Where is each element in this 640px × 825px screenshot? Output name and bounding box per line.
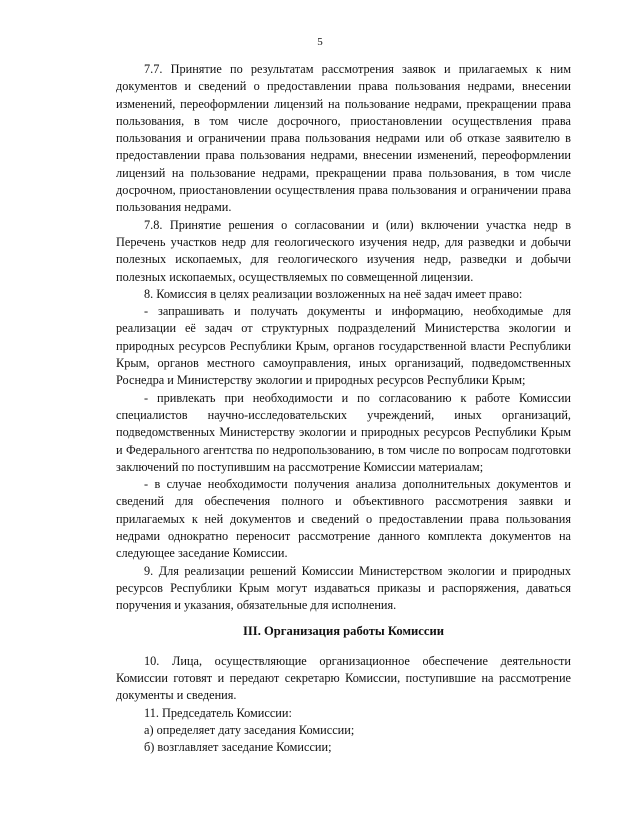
paragraph-11-b: б) возглавляет заседание Комиссии; <box>144 740 332 755</box>
paragraph-11: 11. Председатель Комиссии: <box>144 705 292 720</box>
document-body <box>116 61 571 757</box>
paragraph-9: 9. Для реализации решений Комиссии Министерством экологии и природных ресурсов Республики Крым могут издаваться приказы и распоряжения, даваться поручения и указания, обязательные для исполнения. <box>116 563 571 613</box>
paragraph-8-right-request: - запрашивать и получать документы и информацию, необходимые для реализации её задач от структурных подразделений Министерства экологии и природных ресурсов Республики Крым, органов государственной власти Республики Крым, органов местного самоуправления, иных организаций, подведомственных Роснедра и Министерству экологии и природных ресурсов Республики Крым; <box>116 304 571 388</box>
paragraph-8-right-postpone: - в случае необходимости получения анализа дополнительных документов и сведений для обеспечения полного и объективного рассмотрения заявки и прилагаемых к ней документов и сведений о предоставлении права пользования недрами однократно переносит рассмотрение данного комплекта документов на следующее заседание Комиссии. <box>116 477 571 561</box>
page-number: 5 <box>317 36 323 48</box>
paragraph-8: 8. Комиссия в целях реализации возложенных на неё задач имеет право: <box>144 286 523 301</box>
paragraph-7-8: 7.8. Принятие решения о согласовании и (или) включении участка недр в Перечень участков недр для геологического изучения недр, для разведки и добычи полезных ископаемых, для геологического изучения недр, разведки и добычи полезных ископаемых, осуществляемых по совмещенной лицензии. <box>116 217 571 284</box>
paragraph-11-a: а) определяет дату заседания Комиссии; <box>144 722 355 737</box>
paragraph-7-7: 7.7. Принятие по результатам рассмотрения заявок и прилагаемых к ним документов и сведений о предоставлении права пользования недрами, внесении изменений, переоформлении лицензий на пользование недрами, прекращении права пользования, в том числе досрочного, приостановлении осуществления права пользования и ограничении права пользования недрами или об отказе заявителю в предоставлении права пользования недрами, внесении изменений, переоформлении лицензий на пользование недрами, прекращении права пользования, в том числе досрочном, приостановлении осуществления права пользования и ограничении права пользования недрами. <box>116 62 571 215</box>
paragraph-10: 10. Лица, осуществляющие организационное обеспечение деятельности Комиссии готовят и передают секретарю Комиссии, поступившие на рассмотрение документы и сведения. <box>116 653 571 703</box>
paragraph-8-right-involve: - привлекать при необходимости и по согласованию к работе Комиссии специалистов научно-исследовательских учреждений, иных организаций, подведомственных Министерству экологии и природных ресурсов Республики Крым и Федерального агентства по недропользованию, в том числе по вопросам подготовки заключений по поступившим на рассмотрение Комиссии материалам; <box>116 390 571 474</box>
section-title: III. Организация работы Комиссии <box>243 623 444 638</box>
